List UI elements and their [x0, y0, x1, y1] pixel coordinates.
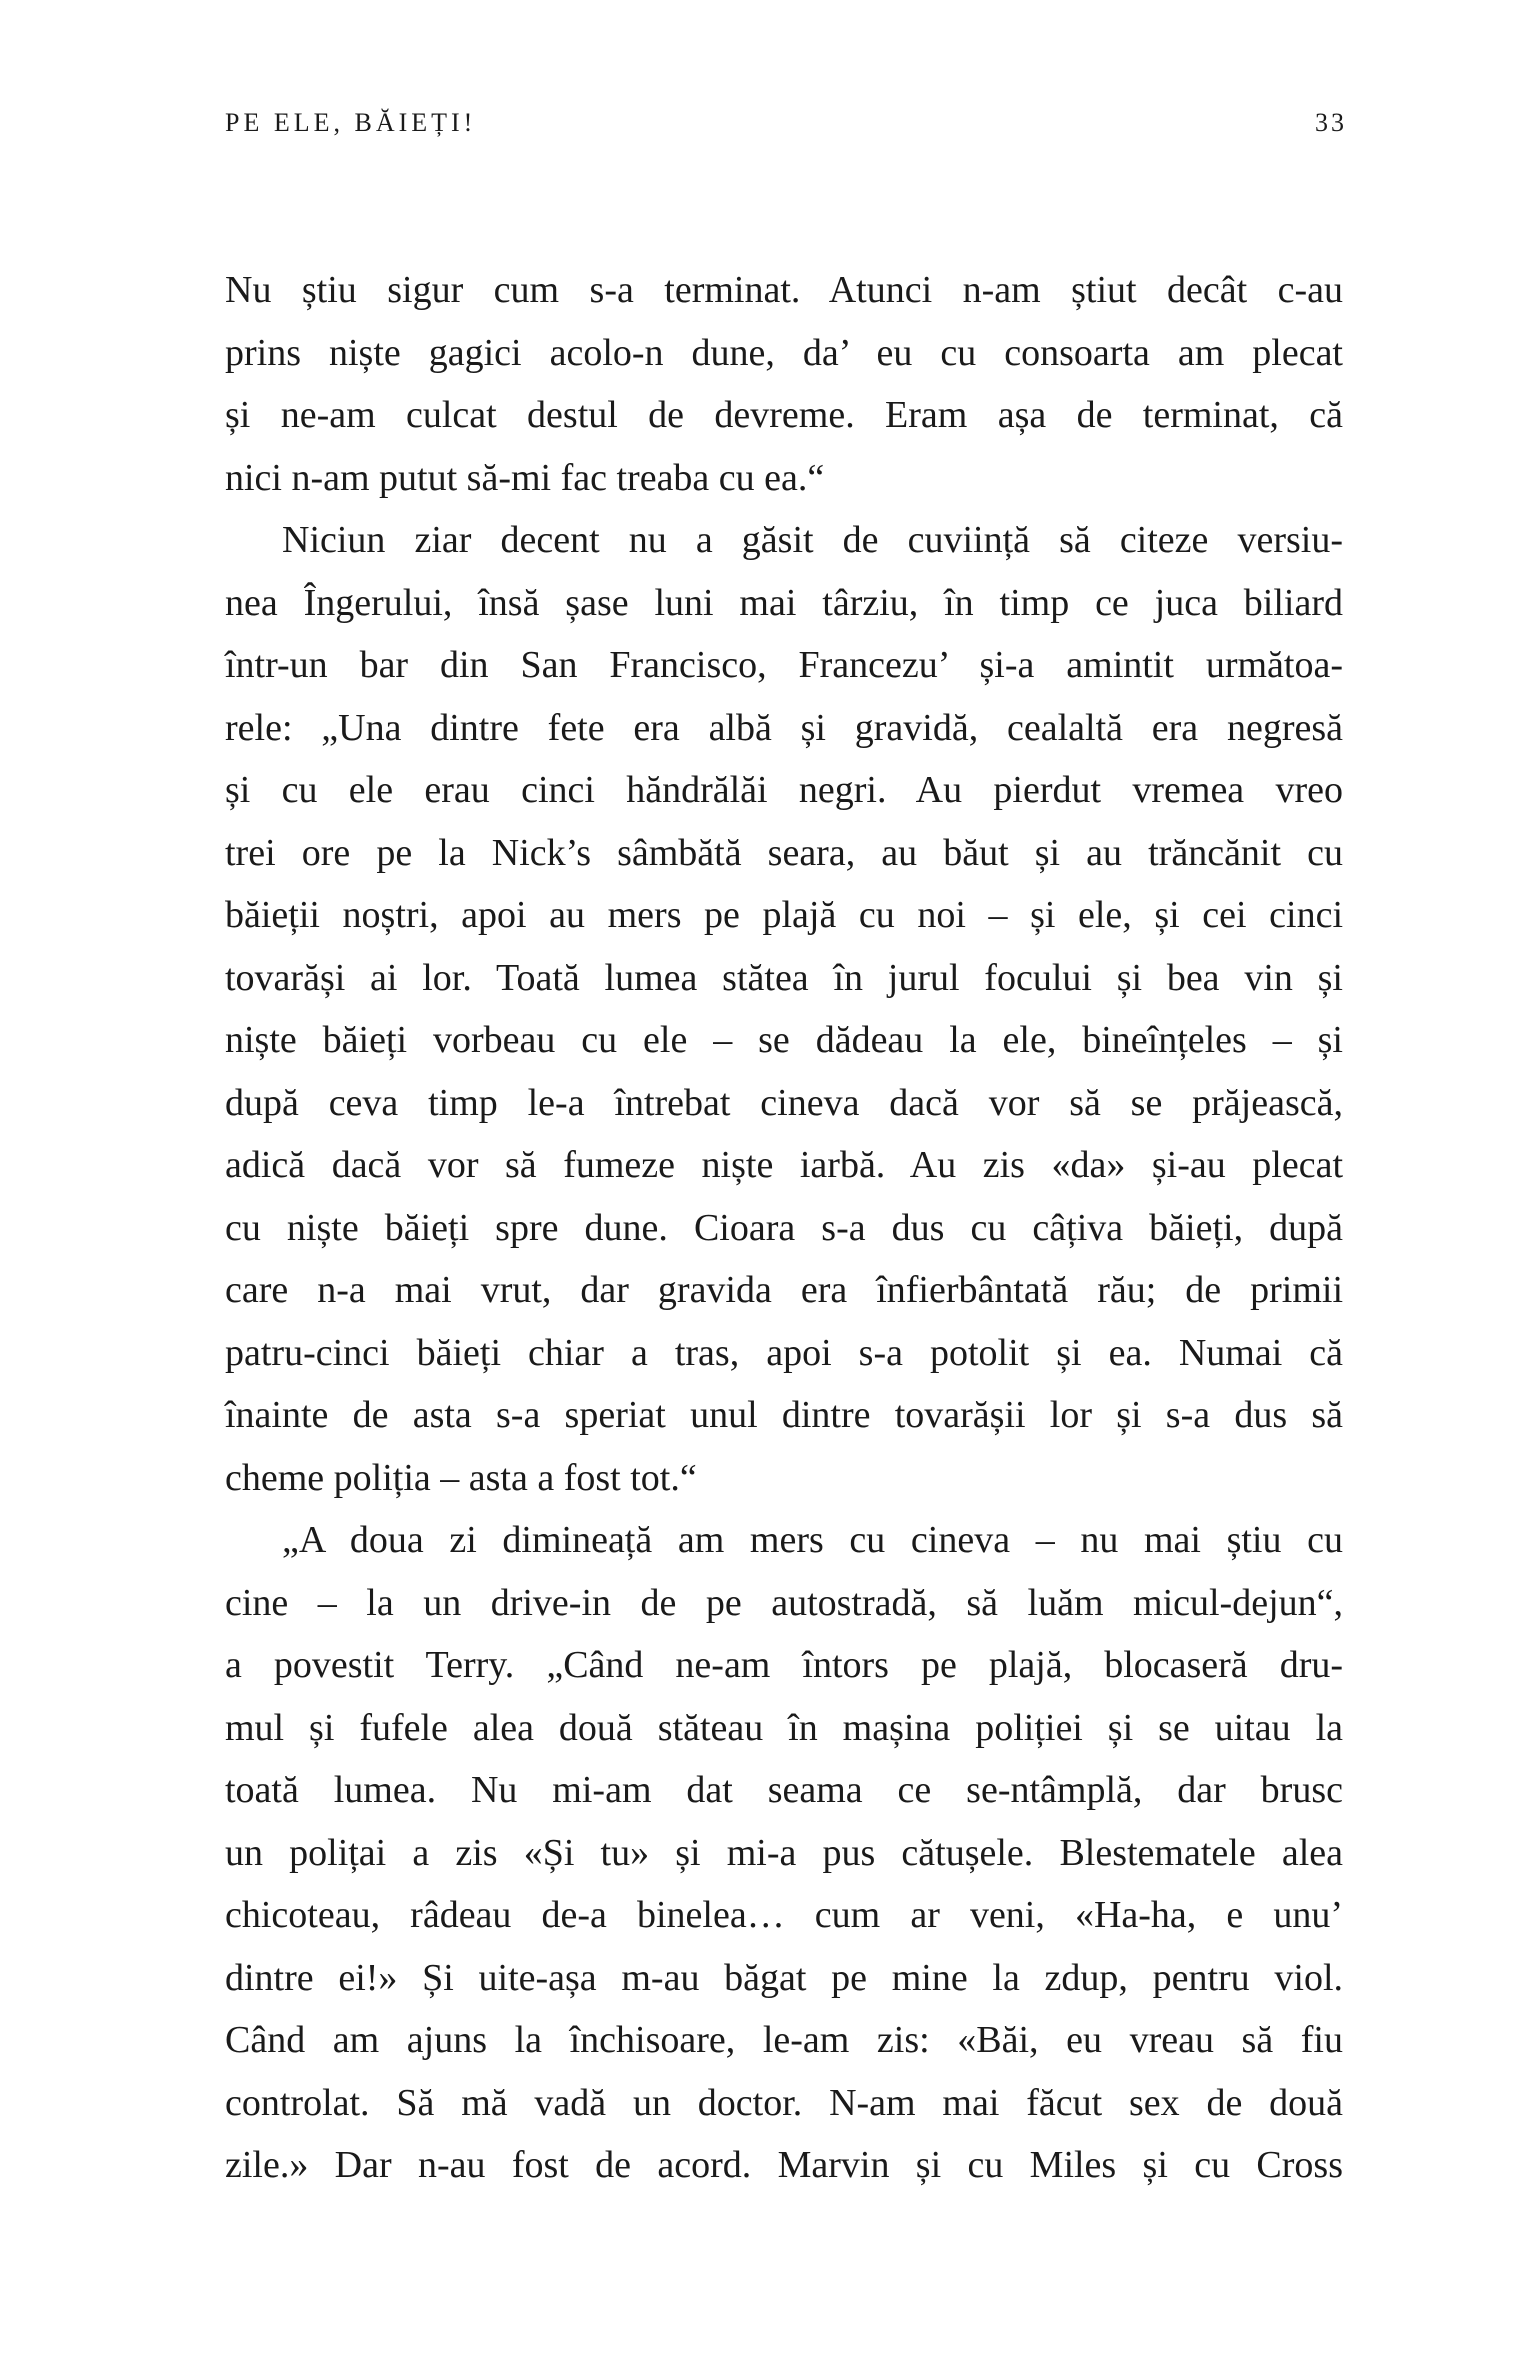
- text-line: într-un bar din San Francisco, Francezu’ și-a amintit următoa-: [225, 644, 1343, 686]
- text-line: patru-cinci băieți chiar a tras, apoi s-a potolit și ea. Numai că: [225, 1331, 1343, 1374]
- text-line: cu niște băieți spre dune. Cioara s-a dus cu câțiva băieți, după: [225, 1206, 1343, 1249]
- text-line: controlat. Să mă vadă un doctor. N-am mai făcut sex de două: [225, 2081, 1343, 2124]
- text-line: rele: „Una dintre fete era albă și gravidă, cealaltă era negresă: [225, 706, 1343, 749]
- text-line: tovarăși ai lor. Toată lumea stătea în jurul focului și bea vin și: [225, 956, 1343, 999]
- text-line: înainte de asta s-a speriat unul dintre tovarășii lor și s-a dus să: [225, 1394, 1343, 1436]
- text-line: mul și fufele alea două stăteau în mașina poliției și se uitau la: [225, 1706, 1343, 1749]
- text-line: nici n-am putut să-mi fac treaba cu ea.“: [225, 456, 825, 499]
- text-line: zile.» Dar n-au fost de acord. Marvin și cu Miles și cu Cross: [225, 2144, 1343, 2186]
- text-line: băieții noștri, apoi au mers pe plajă cu noi – și ele, și cei cinci: [225, 894, 1343, 936]
- text-line: Niciun ziar decent nu a găsit de cuviință să citeze versiu-: [282, 519, 1343, 561]
- text-line: Nu știu sigur cum s-a terminat. Atunci n-am știut decât c-au: [225, 269, 1343, 311]
- text-line: adică dacă vor să fumeze niște iarbă. Au zis «da» și-au plecat: [225, 1144, 1343, 1186]
- text-line: Când am ajuns la închisoare, le-am zis: «Băi, eu vreau să fiu: [225, 2019, 1343, 2061]
- text-line: chicoteau, râdeau de-a binelea… cum ar veni, «Ha-ha, e unu’: [225, 1894, 1343, 1936]
- text-line: după ceva timp le-a întrebat cineva dacă vor să se prăjească,: [225, 1081, 1343, 1124]
- page-number: 33: [1315, 108, 1347, 137]
- text-line: trei ore pe la Nick’s sâmbătă seara, au băut și au trăncănit cu: [225, 831, 1343, 874]
- text-line: toată lumea. Nu mi-am dat seama ce se-ntâmplă, dar brusc: [225, 1769, 1343, 1811]
- text-line: un polițai a zis «Și tu» și mi-a pus cătușele. Blestematele alea: [225, 1831, 1343, 1874]
- running-header: [225, 108, 1347, 138]
- text-line: niște băieți vorbeau cu ele – se dădeau la ele, bineînțeles – și: [225, 1019, 1343, 1061]
- text-line: și ne-am culcat destul de devreme. Eram așa de terminat, că: [225, 394, 1343, 436]
- text-line: care n-a mai vrut, dar gravida era înfierbântată rău; de primii: [225, 1269, 1343, 1311]
- text-line: cine – la un drive-in de pe autostradă, să luăm micul-dejun“,: [225, 1581, 1343, 1624]
- text-line: „A doua zi dimineață am mers cu cineva – nu mai știu cu: [282, 1519, 1343, 1561]
- text-line: nea Îngerului, însă șase luni mai târziu, în timp ce juca biliard: [225, 581, 1343, 624]
- text-line: cheme poliția – asta a fost tot.“: [225, 1456, 697, 1499]
- text-line: a povestit Terry. „Când ne-am întors pe plajă, blocaseră dru-: [225, 1644, 1343, 1686]
- text-line: și cu ele erau cinci hăndrălăi negri. Au pierdut vremea vreo: [225, 769, 1343, 811]
- text-line: prins niște gagici acolo-n dune, da’ eu cu consoarta am plecat: [225, 331, 1343, 374]
- body-text: [225, 259, 1343, 2197]
- text-line: dintre ei!» Și uite-așa m-au băgat pe mine la zdup, pentru viol.: [225, 1956, 1343, 1999]
- running-title: PE ELE, BĂIEȚI!: [225, 108, 477, 137]
